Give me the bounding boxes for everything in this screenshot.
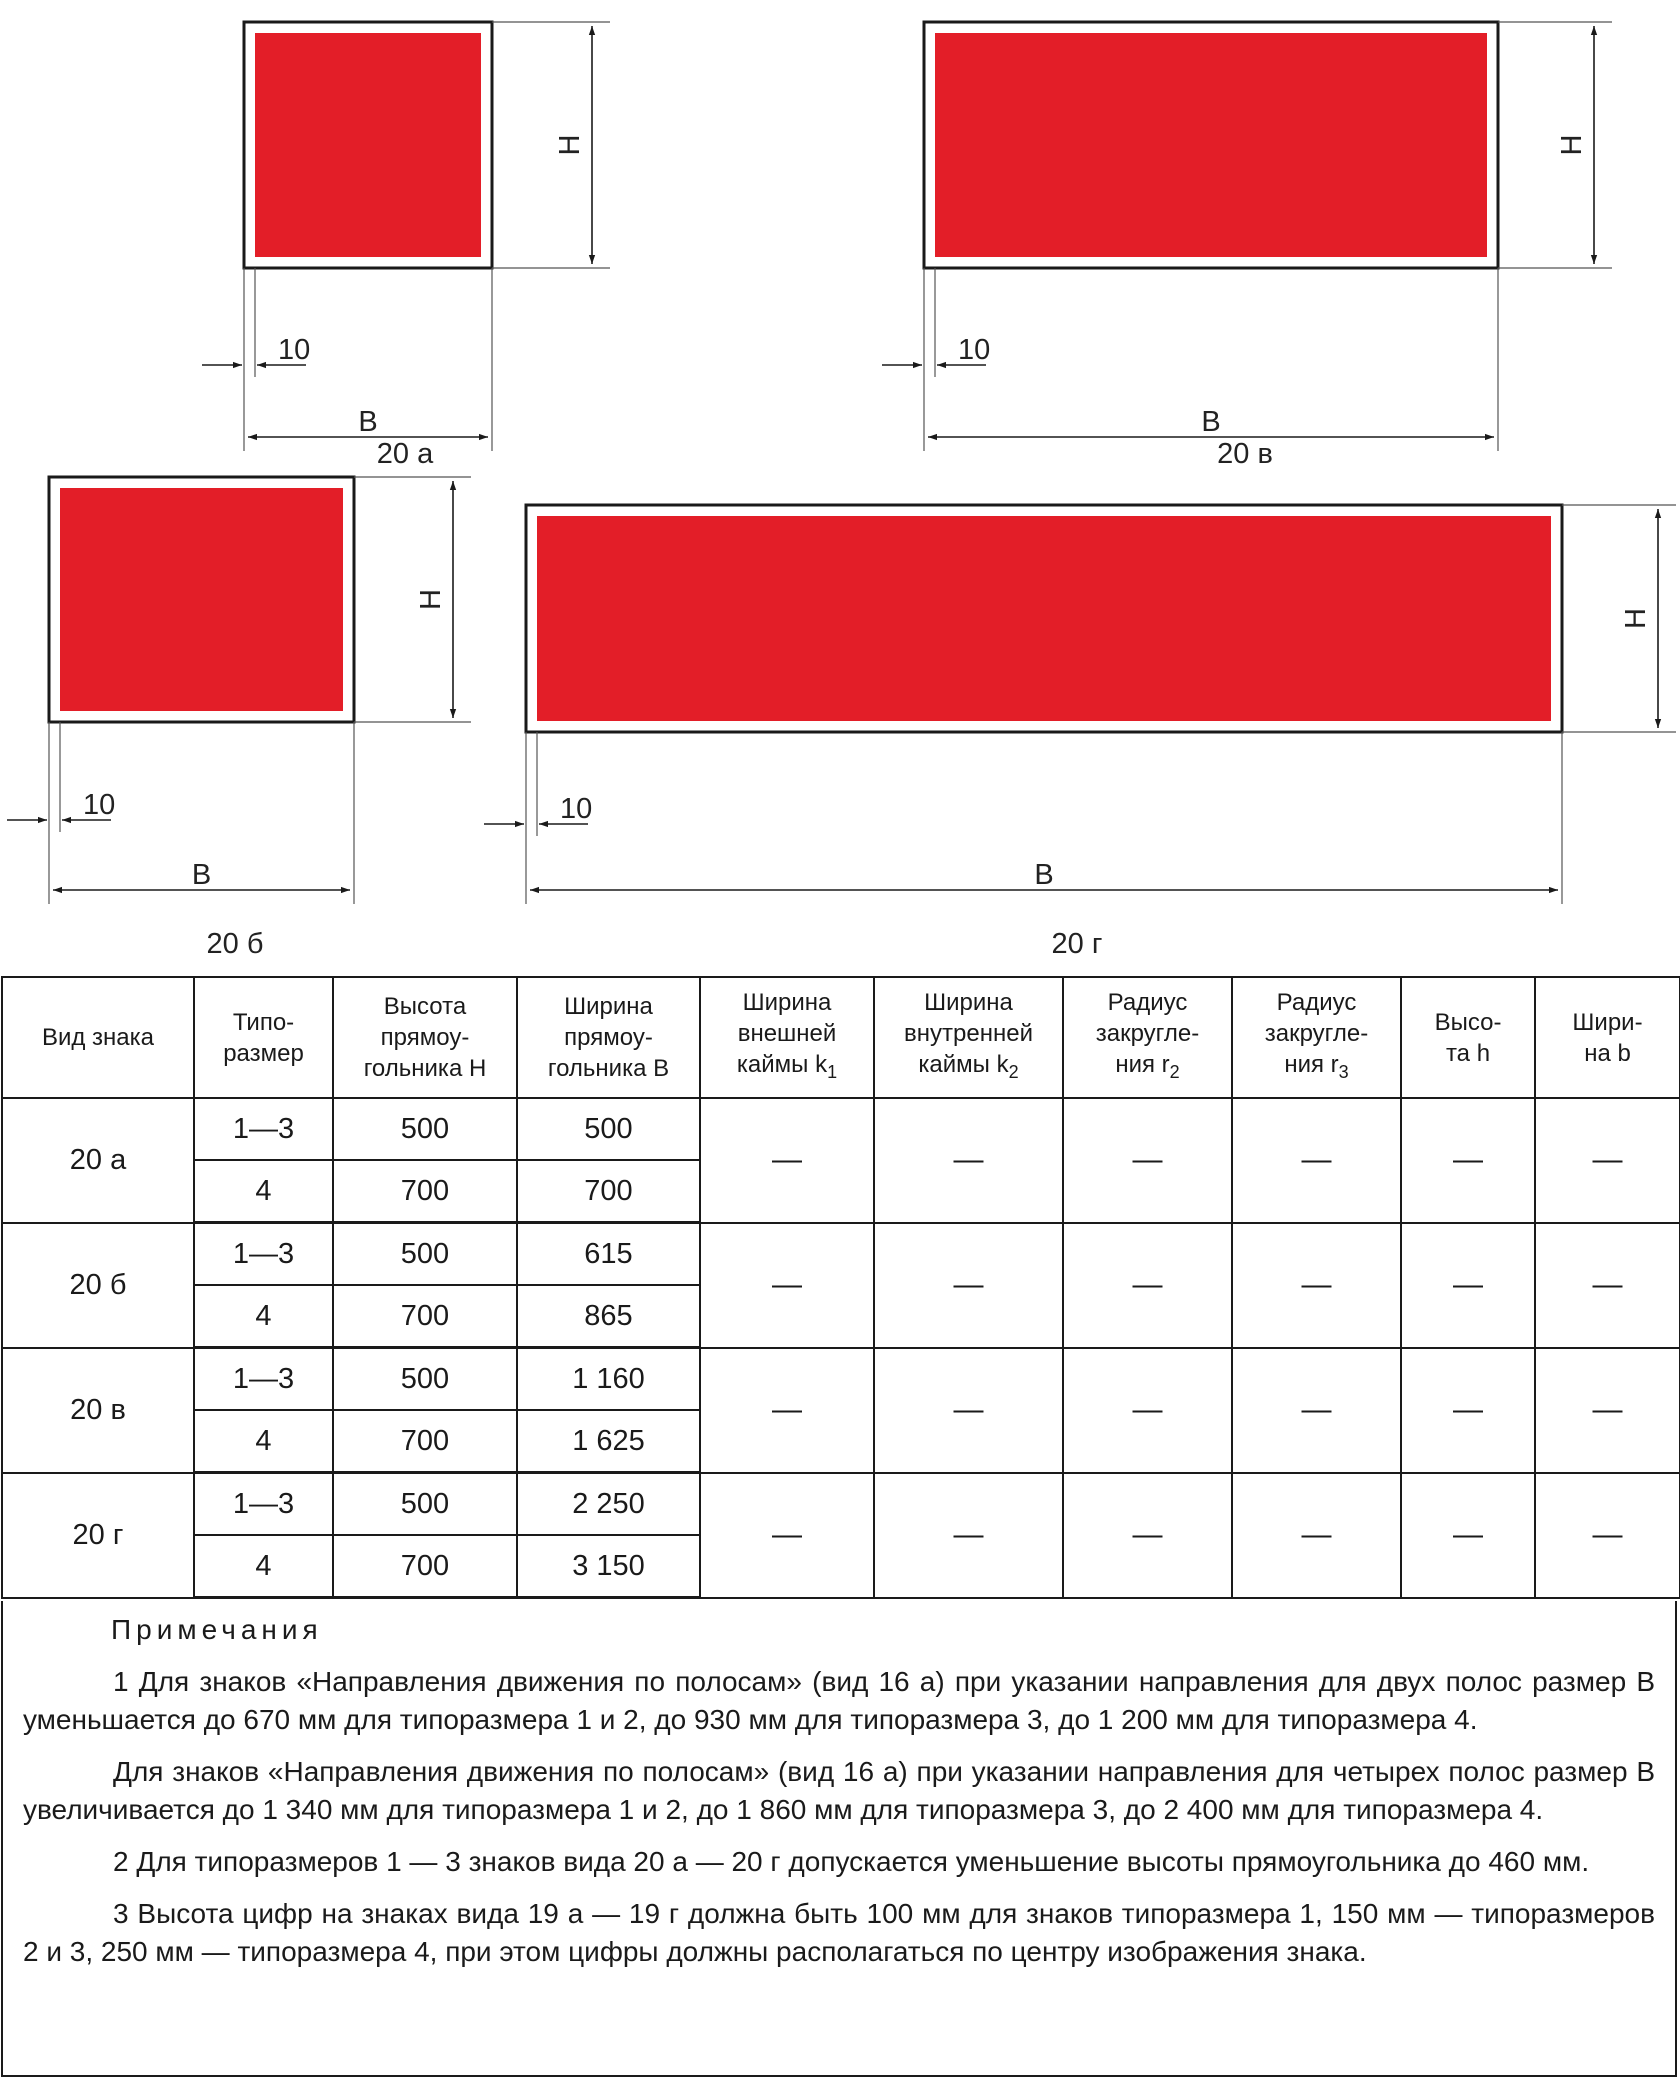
figure-caption: 20 г — [1051, 928, 1103, 960]
sign-type-cell: 20 в — [2, 1348, 194, 1473]
sign-red-field — [537, 516, 1551, 721]
border-label: 10 — [278, 334, 311, 366]
height-cell: 700 — [333, 1535, 517, 1598]
note-paragraph-4: 3 Высота цифр на знаках вида 19 а — 19 г должна быть 100 мм для знаков типоразмера 1, 150 мм — типоразмеров 2 и 3, 250 мм — типоразмера 4, при этом цифры должны располагаться по центру изображения знака. — [23, 1898, 1655, 1967]
table-row — [2, 1098, 1680, 1160]
column-header-5: Ширина внешней каймы $k_1$ — [700, 977, 874, 1098]
height-cell: 500 — [333, 1098, 517, 1160]
width-label: B — [358, 406, 378, 438]
dash-cell: — — [700, 1473, 874, 1598]
figure-caption: 20 б — [206, 928, 264, 960]
dash-cell: — — [1063, 1223, 1232, 1348]
sign-red-field — [60, 488, 343, 711]
figure-caption: 20 в — [1217, 438, 1273, 470]
width-label: B — [1034, 859, 1054, 891]
sign-red-field — [255, 33, 481, 257]
dash-cell: — — [1401, 1348, 1535, 1473]
height-cell: 700 — [333, 1160, 517, 1223]
width-cell: 1 625 — [517, 1410, 700, 1473]
width-cell: 700 — [517, 1160, 700, 1223]
height-cell: 500 — [333, 1473, 517, 1536]
size-cell: 4 — [194, 1285, 333, 1348]
column-header-6: Ширина внутренней каймы $k_2$ — [874, 977, 1063, 1098]
column-header-4: Ширина прямоу- гольника B — [517, 977, 700, 1098]
column-header-1: Вид знака — [2, 977, 194, 1098]
height-cell: 500 — [333, 1223, 517, 1286]
dash-cell: — — [874, 1473, 1063, 1598]
dash-cell: — — [1401, 1473, 1535, 1598]
size-cell: 1—3 — [194, 1223, 333, 1286]
width-cell: 3 150 — [517, 1535, 700, 1598]
size-cell: 1—3 — [194, 1348, 333, 1411]
dash-cell: — — [1535, 1223, 1680, 1348]
dimensions-table — [1, 976, 1680, 1599]
sign-drawing-4 — [484, 505, 1676, 960]
dash-cell: — — [700, 1223, 874, 1348]
column-header-9: Высо- та h — [1401, 977, 1535, 1098]
border-label: 10 — [83, 789, 116, 821]
table-row — [2, 1348, 1680, 1411]
width-label: B — [191, 859, 212, 891]
width-cell: 615 — [517, 1223, 700, 1286]
dash-cell: — — [1401, 1223, 1535, 1348]
width-cell: 500 — [517, 1098, 700, 1160]
dash-cell: — — [874, 1348, 1063, 1473]
dash-cell: — — [874, 1223, 1063, 1348]
column-header-2: Типо- размер — [194, 977, 333, 1098]
sign-type-cell: 20 б — [2, 1223, 194, 1348]
sign-drawing-2 — [7, 477, 471, 960]
note-paragraph-3: 2 Для типоразмеров 1 — 3 знаков вида 20 а — 20 г допускается уменьшение высоты прямоугольника до 460 мм. — [113, 1846, 1590, 1877]
dash-cell: — — [1535, 1098, 1680, 1223]
notes-block — [1, 1601, 1677, 2077]
note-paragraph-2: Для знаков «Направления движения по полосам» (вид 16 а) при указании направления для четырех полос размер B увеличивается до 1 340 мм для типоразмера 1 и 2, до 1 860 мм для типоразмера 3, до 2 400 мм для типоразмера 4. — [23, 1756, 1655, 1825]
size-cell: 1—3 — [194, 1098, 333, 1160]
column-header-10: Шири- на b — [1535, 977, 1680, 1098]
dash-cell: — — [1063, 1098, 1232, 1223]
dash-cell: — — [1535, 1473, 1680, 1598]
column-header-3: Высота прямоу- гольника H — [333, 977, 517, 1098]
sign-red-field — [935, 33, 1487, 257]
height-label: H — [415, 589, 447, 610]
note-paragraph-1: 1 Для знаков «Направления движения по полосам» (вид 16 а) при указании направления для двух полос размер B уменьшается до 670 мм для типоразмера 1 и 2, до 930 мм для типоразмера 3, до 1 200 мм для типоразмера 4. — [23, 1666, 1655, 1735]
dash-cell: — — [1232, 1473, 1401, 1598]
notes-title: Примечания — [111, 1614, 323, 1645]
sign-drawing-1 — [202, 22, 610, 470]
figure-caption: 20 а — [376, 438, 434, 470]
height-label: H — [1556, 134, 1588, 156]
height-label: H — [1620, 608, 1652, 629]
width-label: B — [1201, 406, 1221, 438]
dash-cell: — — [1232, 1348, 1401, 1473]
height-cell: 500 — [333, 1348, 517, 1411]
dash-cell: — — [874, 1098, 1063, 1223]
sign-drawings — [0, 0, 1680, 975]
border-label: 10 — [958, 334, 991, 366]
size-cell: 4 — [194, 1410, 333, 1473]
dash-cell: — — [1535, 1348, 1680, 1473]
column-header-7: Радиус закругле- ния $r_2$ — [1063, 977, 1232, 1098]
dash-cell: — — [1063, 1348, 1232, 1473]
dash-cell: — — [1232, 1098, 1401, 1223]
table-row — [2, 1473, 1680, 1536]
dash-cell: — — [700, 1098, 874, 1223]
width-cell: 2 250 — [517, 1473, 700, 1536]
dash-cell: — — [1232, 1223, 1401, 1348]
height-label: H — [554, 134, 586, 156]
sign-drawing-3 — [882, 22, 1612, 470]
column-header-8: Радиус закругле- ния $r_3$ — [1232, 977, 1401, 1098]
size-cell: 1—3 — [194, 1473, 333, 1536]
dash-cell: — — [1063, 1473, 1232, 1598]
width-cell: 865 — [517, 1285, 700, 1348]
border-label: 10 — [560, 793, 593, 825]
table-header-row — [2, 977, 1680, 1098]
sign-type-cell: 20 а — [2, 1098, 194, 1223]
height-cell: 700 — [333, 1285, 517, 1348]
table-row — [2, 1223, 1680, 1286]
sign-type-cell: 20 г — [2, 1473, 194, 1598]
height-cell: 700 — [333, 1410, 517, 1473]
width-cell: 1 160 — [517, 1348, 700, 1411]
dash-cell: — — [700, 1348, 874, 1473]
size-cell: 4 — [194, 1535, 333, 1598]
size-cell: 4 — [194, 1160, 333, 1223]
dash-cell: — — [1401, 1098, 1535, 1223]
